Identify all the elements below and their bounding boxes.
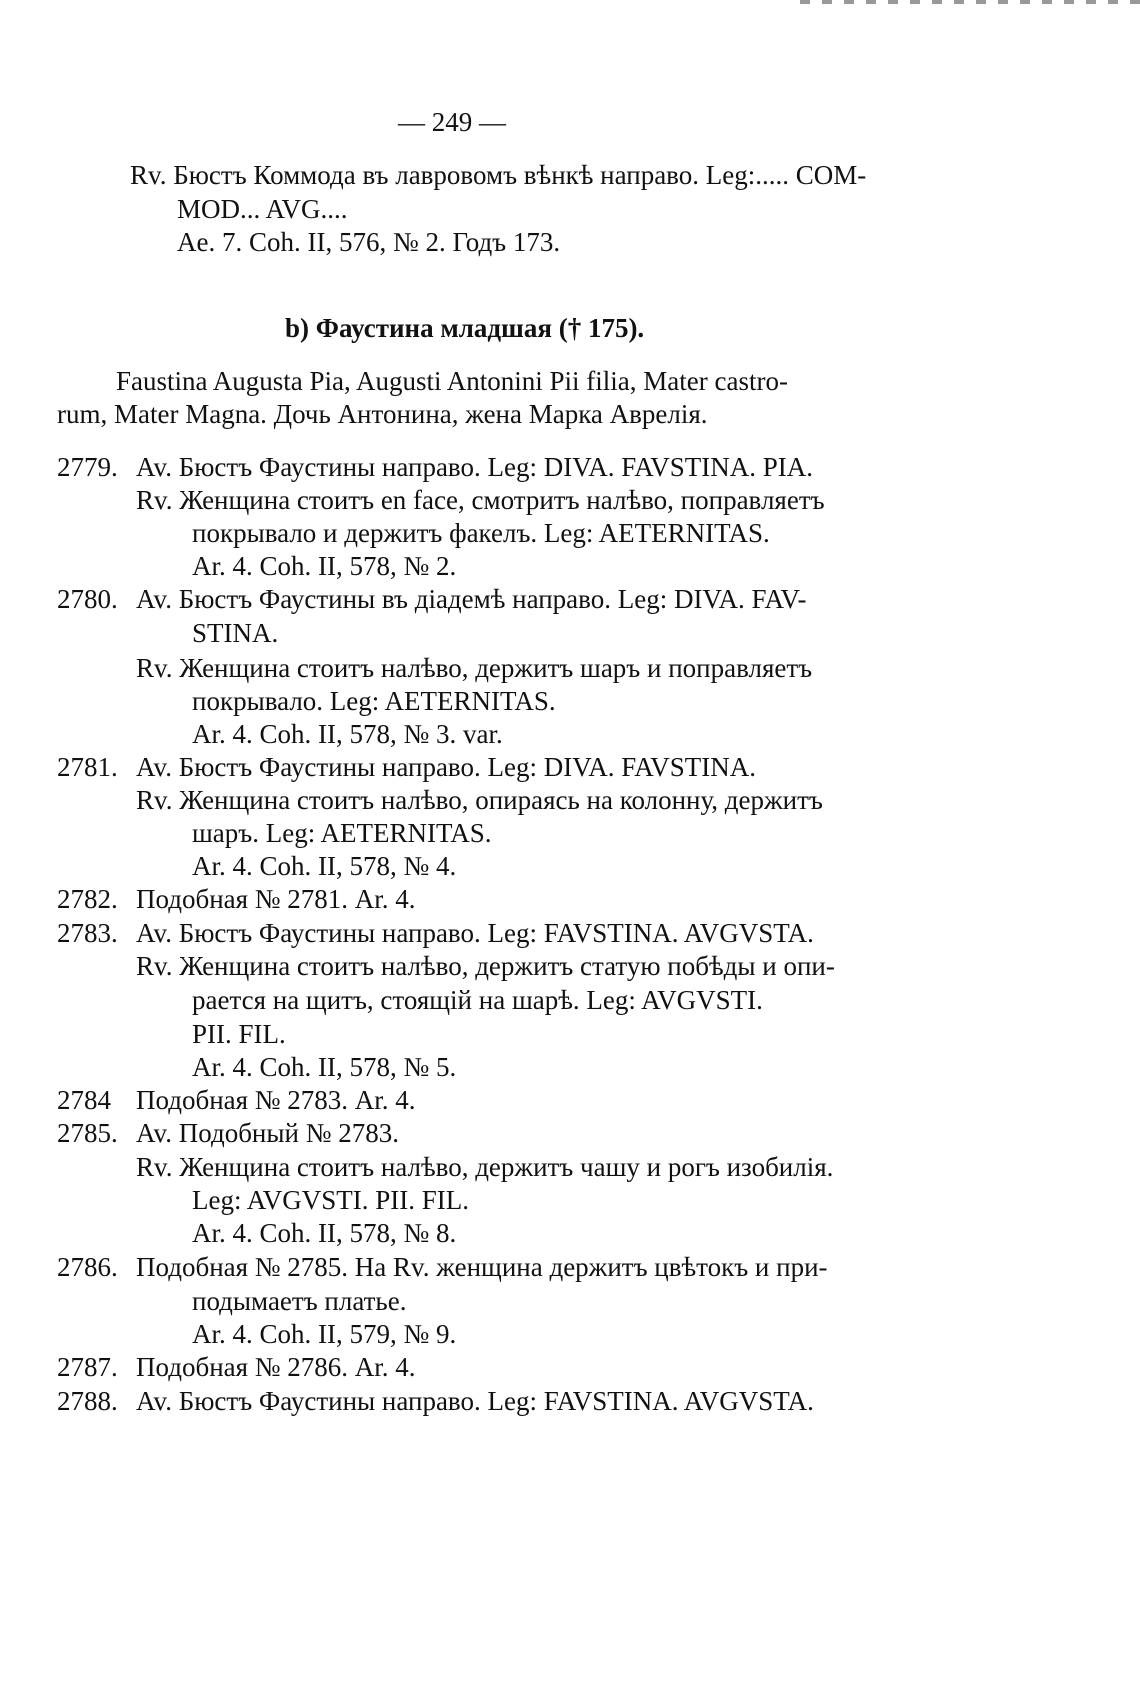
entry-line: Av. Бюстъ Фаустины въ діадемѣ направо. Leg: DIVA. FAV- bbox=[136, 584, 807, 614]
entry-line: покрывало. Leg: AETERNITAS. bbox=[192, 686, 556, 716]
section-heading: b) Фаустина младшая († 175). bbox=[285, 313, 645, 343]
entry-number: 2785. bbox=[57, 1118, 118, 1148]
entry-line: Подобная № 2785. На Rv. женщина держитъ цвѣтокъ и при- bbox=[136, 1252, 828, 1282]
entry-line: покрывало и держитъ факелъ. Leg: AETERNITAS. bbox=[192, 518, 770, 548]
entry-line: Ar. 4. Coh. II, 579, № 9. bbox=[192, 1319, 457, 1349]
entry-line: Ar. 4. Coh. II, 578, № 5. bbox=[192, 1052, 457, 1082]
entry-number: 2779. bbox=[57, 452, 118, 482]
entry-line: Rv. Женщина стоитъ налѣво, держитъ статую побѣды и опи- bbox=[136, 951, 835, 981]
entry-number: 2782. bbox=[57, 884, 118, 914]
entry-line: Av. Бюстъ Фаустины направо. Leg: DIVA. FAVSTINA. PIA. bbox=[136, 452, 814, 482]
section-intro-line2: rum, Mater Magna. Дочь Антонина, жена Марка Аврелія. bbox=[57, 399, 708, 429]
entry-number: 2788. bbox=[57, 1386, 118, 1416]
entry-number: 2784 bbox=[57, 1085, 111, 1115]
prev-entry-rv-line1: Rv. Бюстъ Коммода въ лавровомъ вѣнкѣ направо. Leg:..... COM- bbox=[130, 160, 867, 190]
page-number: — 249 — bbox=[398, 107, 506, 137]
entry-line: Ar. 4. Coh. II, 578, № 8. bbox=[192, 1218, 457, 1248]
entry-line: Leg: AVGVSTI. PII. FIL. bbox=[192, 1185, 470, 1215]
entry-line: Подобная № 2783. Ar. 4. bbox=[136, 1085, 416, 1115]
entry-line: рается на щитъ, стоящій на шарѣ. Leg: AVGVSTI. bbox=[192, 985, 763, 1015]
entry-number: 2780. bbox=[57, 584, 118, 614]
entry-line: STINA. bbox=[192, 618, 279, 648]
entry-line: Av. Бюстъ Фаустины направо. Leg: FAVSTINA. AVGVSTA. bbox=[136, 1386, 814, 1416]
entry-line: Rv. Женщина стоитъ налѣво, держитъ чашу и рогъ изобилія. bbox=[136, 1152, 834, 1182]
entry-line: Rv. Женщина стоитъ en face, смотритъ налѣво, поправляетъ bbox=[136, 485, 825, 515]
prev-entry-rv-line2: MOD... AVG.... bbox=[177, 194, 348, 224]
entry-line: подымаетъ платье. bbox=[192, 1286, 407, 1316]
entry-line: шаръ. Leg: AETERNITAS. bbox=[192, 818, 492, 848]
entry-line: Av. Подобный № 2783. bbox=[136, 1118, 399, 1148]
entry-line: Ar. 4. Coh. II, 578, № 2. bbox=[192, 551, 457, 581]
prev-entry-ref: Ae. 7. Coh. II, 576, № 2. Годъ 173. bbox=[177, 227, 561, 257]
section-intro-line1: Faustina Augusta Pia, Augusti Antonini Pii filia, Mater castro- bbox=[116, 366, 788, 396]
entry-line: Ar. 4. Coh. II, 578, № 4. bbox=[192, 851, 457, 881]
entry-line: Подобная № 2786. Ar. 4. bbox=[136, 1352, 416, 1382]
entry-line: Ar. 4. Coh. II, 578, № 3. var. bbox=[192, 719, 503, 749]
entry-line: Подобная № 2781. Ar. 4. bbox=[136, 884, 416, 914]
entry-line: PII. FIL. bbox=[192, 1019, 286, 1049]
entry-line: Av. Бюстъ Фаустины направо. Leg: DIVA. FAVSTINA. bbox=[136, 752, 757, 782]
entry-line: Rv. Женщина стоитъ налѣво, опираясь на колонну, держитъ bbox=[136, 785, 823, 815]
entry-number: 2787. bbox=[57, 1352, 118, 1382]
top-edge-mark bbox=[800, 0, 1140, 4]
entry-number: 2781. bbox=[57, 752, 118, 782]
entry-line: Rv. Женщина стоитъ налѣво, держитъ шаръ и поправляетъ bbox=[136, 653, 813, 683]
entry-number: 2786. bbox=[57, 1252, 118, 1282]
entry-number: 2783. bbox=[57, 918, 118, 948]
entry-line: Av. Бюстъ Фаустины направо. Leg: FAVSTINA. AVGVSTA. bbox=[136, 918, 814, 948]
